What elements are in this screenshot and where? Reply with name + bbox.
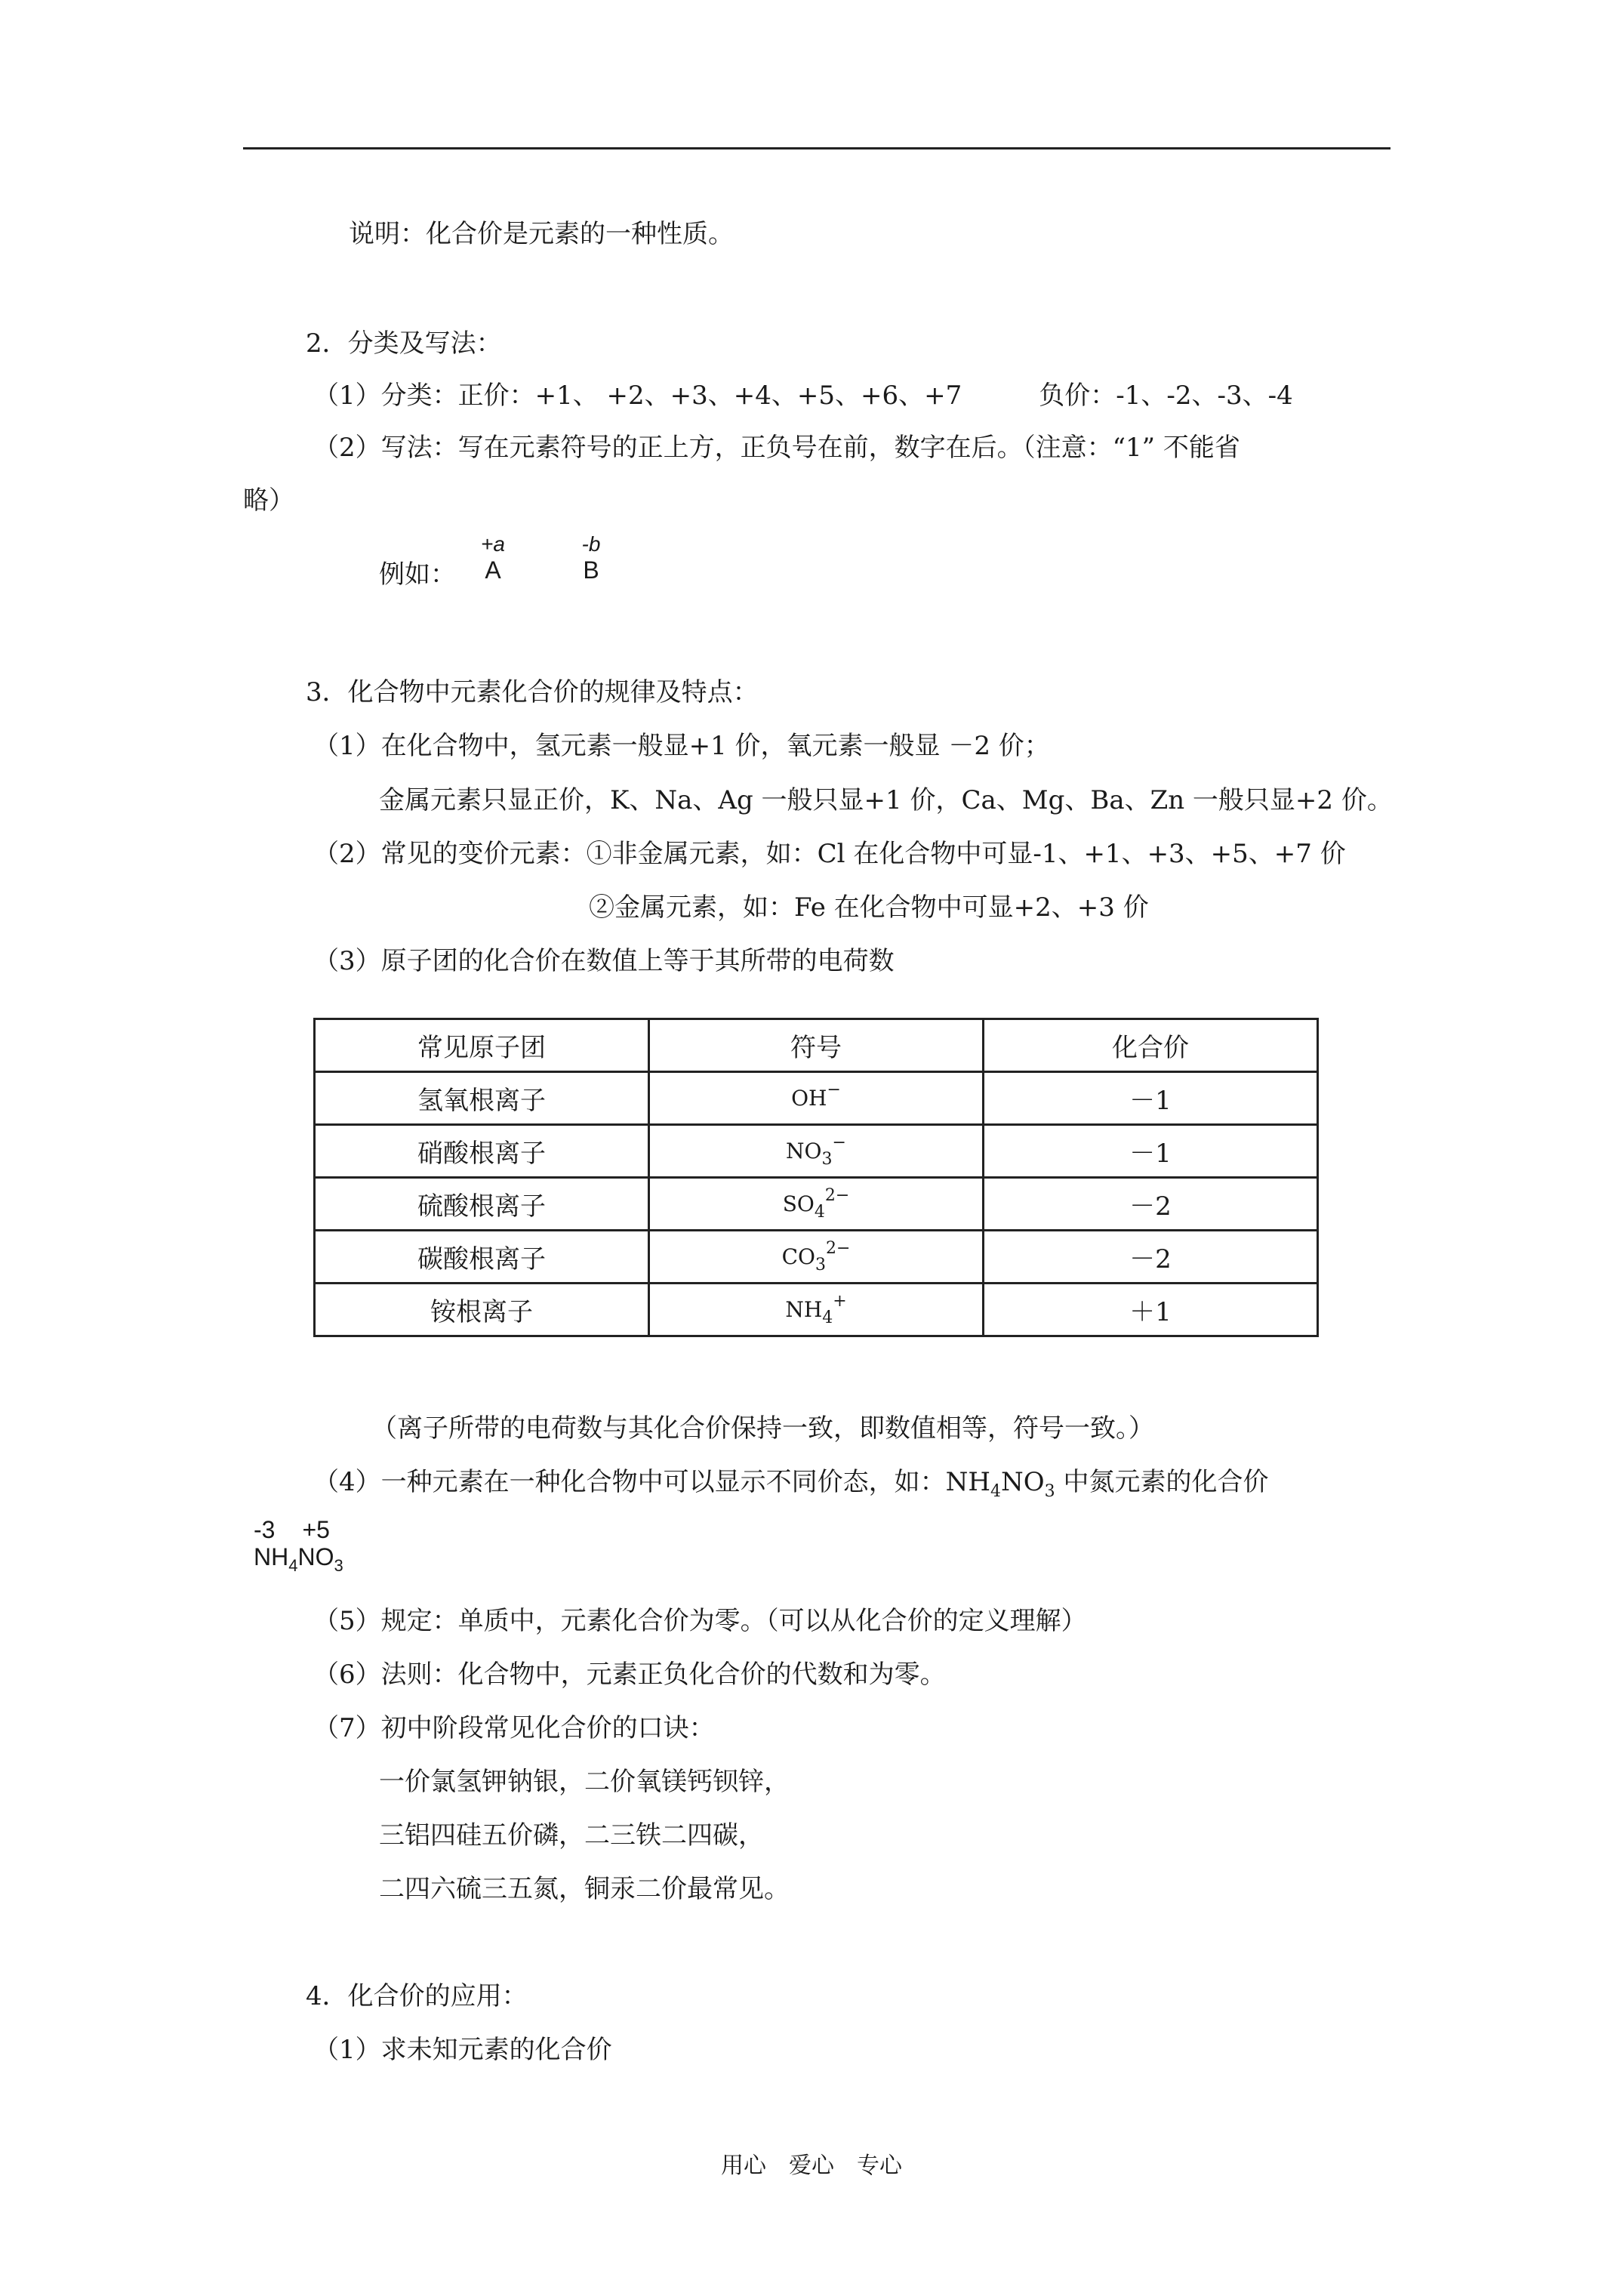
header-rule [243, 147, 1390, 149]
table-row [315, 1125, 1318, 1178]
rule-4-line: （4）一种元素在一种化合物中可以显示不同价态，如：$NH_4NO_3$ 中氮元素的化合价 [313, 1467, 1269, 1501]
group-symbol: OH− [649, 1072, 984, 1125]
table-row [315, 1231, 1318, 1284]
writing-rule-line-cont: 略） [243, 485, 294, 516]
mnemonic-line-1: 一价氯氢钾钠银，二价氧镁钙钡锌， [379, 1767, 790, 1797]
group-symbol: $NO_3^-$ [649, 1125, 984, 1178]
rule-7-line: （7）初中阶段常见化合价的口诀： [313, 1713, 715, 1743]
writing-rule-line: （2）写法：写在元素符号的正上方，正负号在前，数字在后。（注意：“1” 不能省 [313, 433, 1240, 463]
header-valence: 化合价 [984, 1019, 1318, 1072]
table-row [315, 1072, 1318, 1125]
group-name: 碳酸根离子 [315, 1231, 649, 1284]
rule-6-line: （6）法则：化合物中，元素正负化合价的代数和为零。 [313, 1660, 946, 1690]
table-header-row [315, 1019, 1318, 1072]
nh4no3-valence-row: -3 +5 [254, 1516, 330, 1543]
section-4-heading: 4．化合价的应用： [306, 1981, 528, 2011]
group-symbol: $SO_4^{2-}$ [649, 1178, 984, 1231]
section-3-heading: 3．化合物中元素化合价的规律及特点： [306, 677, 759, 707]
header-symbol: 符号 [649, 1019, 984, 1072]
header-group: 常见原子团 [315, 1019, 649, 1072]
mnemonic-line-3: 二四六硫三五氮，铜汞二价最常见。 [379, 1874, 790, 1904]
group-valence: －2 [984, 1231, 1318, 1284]
section-2-heading: 2．分类及写法： [306, 328, 502, 359]
rule-1-line-metals: 金属元素只显正价，K、Na、Ag 一般只显+1 价，Ca、Mg、Ba、Zn 一般只显+2 价。 [379, 785, 1393, 815]
application-1-line: （1）求未知元素的化合价 [313, 2035, 612, 2065]
rule-2-line: （2）常见的变价元素：①非金属元素，如：Cl 在化合物中可显-1、+1、+3、+5、+7 价 [313, 839, 1346, 869]
classification-line: （1）分类：正价：+1、 +2、+3、+4、+5、+6、+7 负价：-1、-2、-3、-4 [313, 381, 1293, 411]
mnemonic-line-2: 三铝四硅五价磷，二三铁二四碳， [379, 1820, 764, 1851]
rule-2-line-metals: ②金属元素，如：Fe 在化合物中可显+2、+3 价 [589, 892, 1149, 923]
group-name: 硝酸根离子 [315, 1125, 649, 1178]
group-name: 铵根离子 [315, 1284, 649, 1336]
nh4no3-formula: $NH_4NO_3$ [254, 1543, 343, 1575]
atomic-group-table [313, 1018, 1319, 1337]
charge-note: （离子所带的电荷数与其化合价保持一致，即数值相等，符号一致。） [371, 1413, 1154, 1444]
group-valence: ＋1 [984, 1284, 1318, 1336]
group-valence: －2 [984, 1178, 1318, 1231]
group-valence: －1 [984, 1125, 1318, 1178]
example-label: 例如： [379, 559, 456, 590]
rule-5-line: （5）规定：单质中，元素化合价为零。（可以从化合价的定义理解） [313, 1606, 1087, 1636]
rule-3-line: （3）原子团的化合价在数值上等于其所带的电荷数 [313, 946, 895, 976]
note-line: 说明：化合价是元素的一种性质。 [349, 219, 734, 249]
rule-1-line: （1）在化合物中，氢元素一般显+1 价，氧元素一般显 －2 价； [313, 731, 1050, 761]
example-symbol-a: +a A [481, 532, 505, 584]
table-row [315, 1284, 1318, 1336]
example-symbol-b: -b B [581, 532, 601, 584]
group-valence: －1 [984, 1072, 1318, 1125]
group-name: 硫酸根离子 [315, 1178, 649, 1231]
page-footer: 用心 爱心 专心 [721, 2153, 902, 2179]
group-name: 氢氧根离子 [315, 1072, 649, 1125]
table-row [315, 1178, 1318, 1231]
group-symbol: $NH_4^+$ [649, 1284, 984, 1336]
group-symbol: $CO_3^{2-}$ [649, 1231, 984, 1284]
